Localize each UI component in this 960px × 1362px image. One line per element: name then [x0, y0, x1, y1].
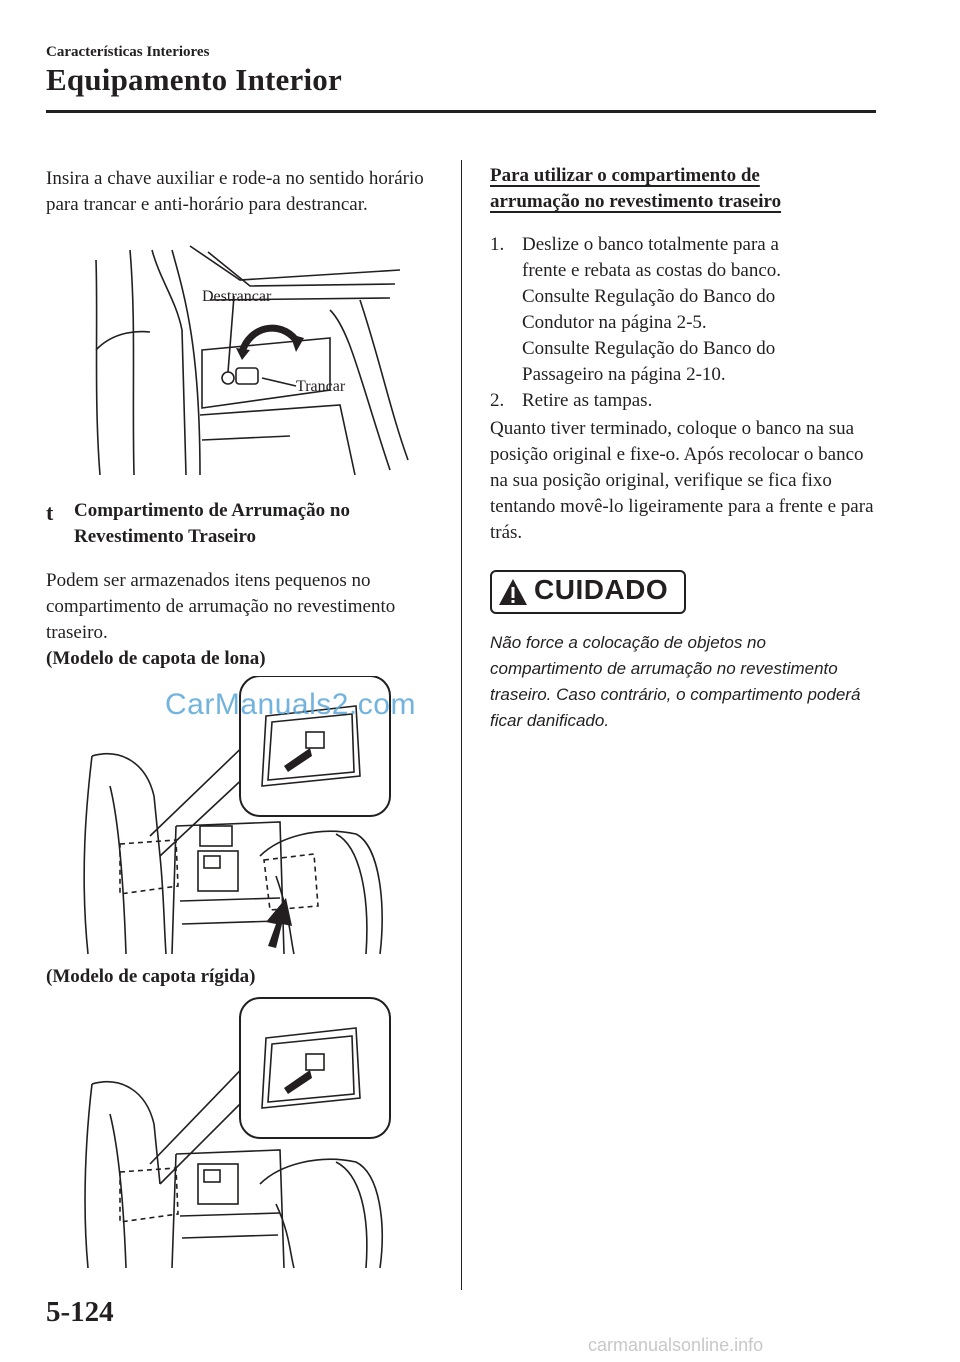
step-item: frente e rebata as costas do banco.	[522, 260, 782, 281]
watermark-carmanuals2: CarManuals2.com	[165, 688, 416, 721]
heading-rule	[46, 110, 876, 113]
column-divider	[461, 160, 462, 1290]
subsection-title-line2: Revestimento Traseiro	[74, 526, 257, 547]
step-list	[490, 232, 870, 414]
model-soft-top-label: (Modelo de capota de lona)	[46, 648, 266, 669]
step-item: 1. Deslize o banco totalmente para a	[490, 234, 779, 255]
step-item: 2. Retire as tampas.	[490, 390, 653, 411]
step-item: Condutor na página 2-5.	[522, 312, 707, 333]
hard-top-figure	[80, 994, 400, 1270]
subsection-title-line1: Compartimento de Arrumação no	[74, 500, 350, 521]
label-unlock: Destrancar	[202, 288, 272, 305]
key-lock-figure	[90, 240, 410, 480]
caution-label: CUIDADO	[534, 574, 669, 605]
right-heading-line2: arrumação no revestimento traseiro	[490, 191, 782, 212]
closing-paragraph: Quanto tiver terminado, coloque o banco na sua posição original e fixe-o. Após recolocar o banco na sua posição original, verifique se fica fixo tentando movê-lo ligeiramente para a frente e para trás.	[490, 418, 874, 543]
step-item: Consulte Regulação do Banco do	[522, 338, 776, 359]
subsection-body: Podem ser armazenados itens pequenos no compartimento de arrumação no revestimento traseiro.	[46, 570, 396, 643]
page-number: 5-124	[46, 1296, 114, 1328]
step-item: Passageiro na página 2-10.	[522, 364, 726, 385]
step-item: Consulte Regulação do Banco do	[522, 286, 776, 307]
label-lock: Trancar	[296, 378, 346, 395]
page-title: Equipamento Interior	[46, 62, 342, 97]
section-bullet-icon: t	[46, 500, 54, 525]
section-kicker: Características Interiores	[46, 44, 210, 60]
warning-triangle-icon	[498, 578, 528, 611]
caution-body: Não force a colocação de objetos no compartimento de arrumação no revestimento traseiro. Caso contrário, o compartimento poderá ficar danificado.	[490, 633, 861, 730]
subsection-title	[74, 498, 434, 550]
intro-paragraph: Insira a chave auxiliar e rode-a no sentido horário para trancar e anti-horário para destrancar.	[46, 168, 424, 215]
footer-watermark: carmanualsonline.info	[588, 1335, 764, 1355]
right-section-heading	[490, 163, 781, 215]
model-hard-top-label: (Modelo de capota rígida)	[46, 966, 256, 987]
right-heading-line1: Para utilizar o compartimento de	[490, 165, 760, 186]
